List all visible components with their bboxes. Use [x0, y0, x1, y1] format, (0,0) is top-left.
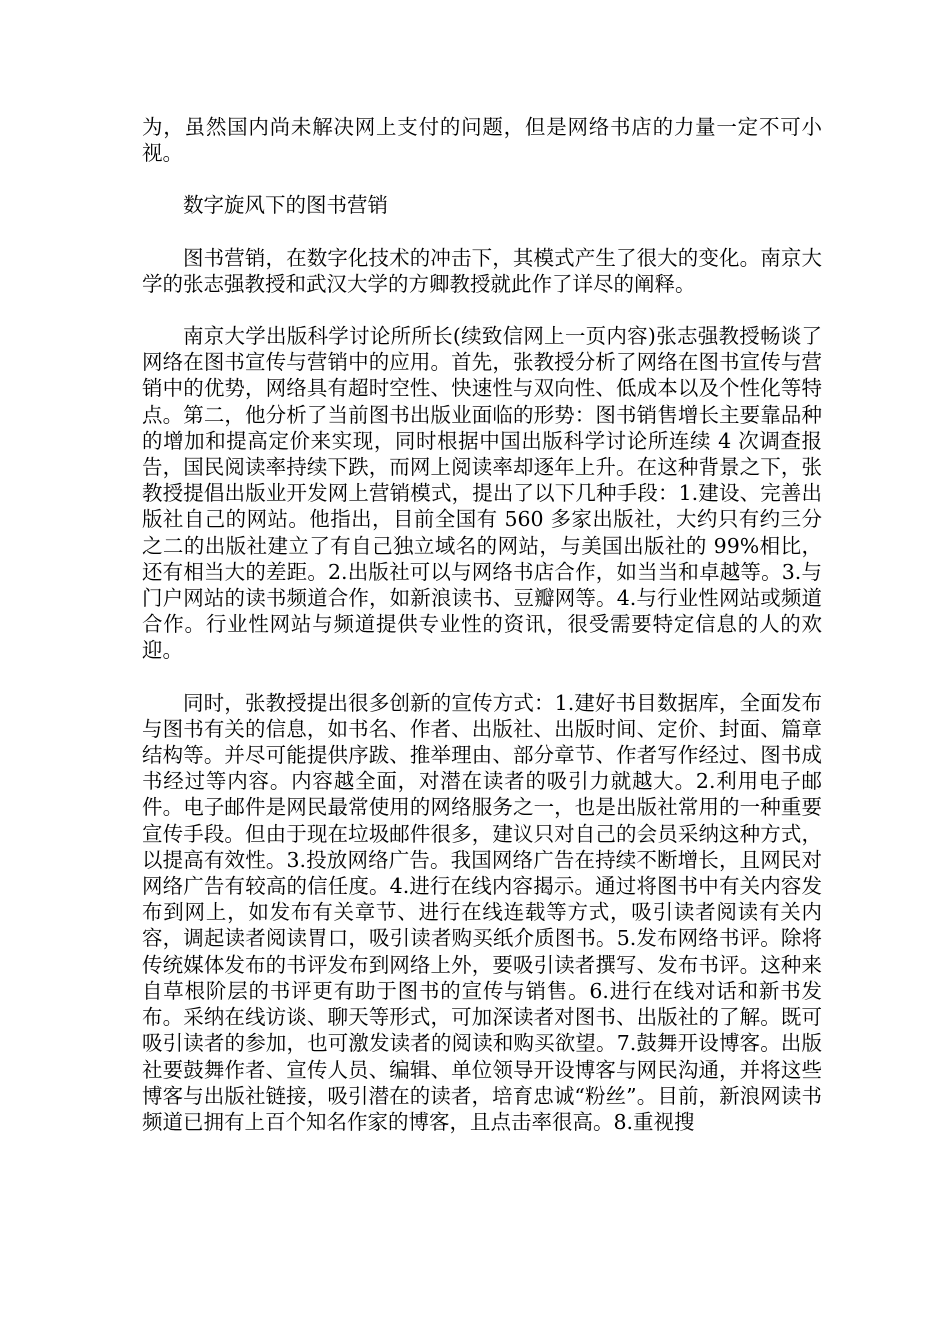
paragraph-continuation: 为，虽然国内尚未解决网上支付的问题，但是网络书店的力量一定不可小视。 [142, 115, 822, 166]
paragraph-promotion-methods: 同时，张教授提出很多创新的宣传方式：1.建好书目数据库，全面发布与图书有关的信息，如书名、作者、出版社、出版时间、定价、封面、篇章结构等。并尽可能提供序跋、推举理由、部分章节、作者写作经过、图书成书经过等内容。内容越全面，对潜在读者的吸引力就越大。2.利用电子邮件。电子邮件是网民最常使用的网络服务之一，也是出版社常用的一种重要宣传手段。但由于现在垃圾邮件很多，建议只对自己的会员采纳这种方式，以提高有效性。3.投放网络广告。我国网络广告在持续不断增长，且网民对网络广告有较高的信任度。4.进行在线内容揭示。通过将图书中有关内容发布到网上，如发布有关章节、进行在线连载等方式，吸引读者阅读有关内容，调起读者阅读胃口，吸引读者购买纸介质图书。5.发布网络书评。除将传统媒体发布的书评发布到网络上外，要吸引读者撰写、发布书评。这种来自草根阶层的书评更有助于图书的宣传与销售。6.进行在线对话和新书发布。采纳在线访谈、聊天等形式，可加深读者对图书、出版社的了解。既可吸引读者的参加，也可激发读者的阅读和购买欲望。7.鼓舞开设博客。出版社要鼓舞作者、宣传人员、编辑、单位领导开设博客与网民沟通，并将这些博客与出版社链接，吸引潜在的读者，培育忠诚“粉丝”。目前，新浪网读书频道已拥有上百个知名作家的博客，且点击率很高。8.重视搜 [142, 690, 822, 1134]
document-page [142, 114, 822, 1161]
paragraph-zhang-online-marketing: 南京大学出版科学讨论所所长(续致信网上一页内容)张志强教授畅谈了网络在图书宣传与营销中的应用。首先，张教授分析了网络在图书宣传与营销中的优势，网络具有超时空性、快速性与双向性、低成本以及个性化等特点。第二，他分析了当前图书出版业面临的形势：图书销售增长主要靠品种的增加和提高定价来实现，同时根据中国出版科学讨论所连续 4 次调查报告，国民阅读率持续下跌，而网上阅读率却逐年上升。在这种背景之下，张教授提倡出版业开发网上营销模式，提出了以下几种手段：1.建设、完善出版社自己的网站。他指出，目前全国有 560 多家出版社，大约只有约三分之二的出版社建立了有自己独立域名的网站，与美国出版社的 99%相比，还有相当大的差距。2.出版社可以与网络书店合作，如当当和卓越等。3.与门户网站的读书频道合作，如新浪读书、豆瓣网等。4.与行业性网站或频道合作。行业性网站与频道提供专业性的资讯，很受需要特定信息的人的欢迎。 [142, 324, 822, 663]
section-heading: 数字旋风下的图书营销 [183, 193, 388, 218]
paragraph-intro: 图书营销，在数字化技术的冲击下，其模式产生了很大的变化。南京大学的张志强教授和武汉大学的方卿教授就此作了详尽的阐释。 [142, 245, 822, 296]
